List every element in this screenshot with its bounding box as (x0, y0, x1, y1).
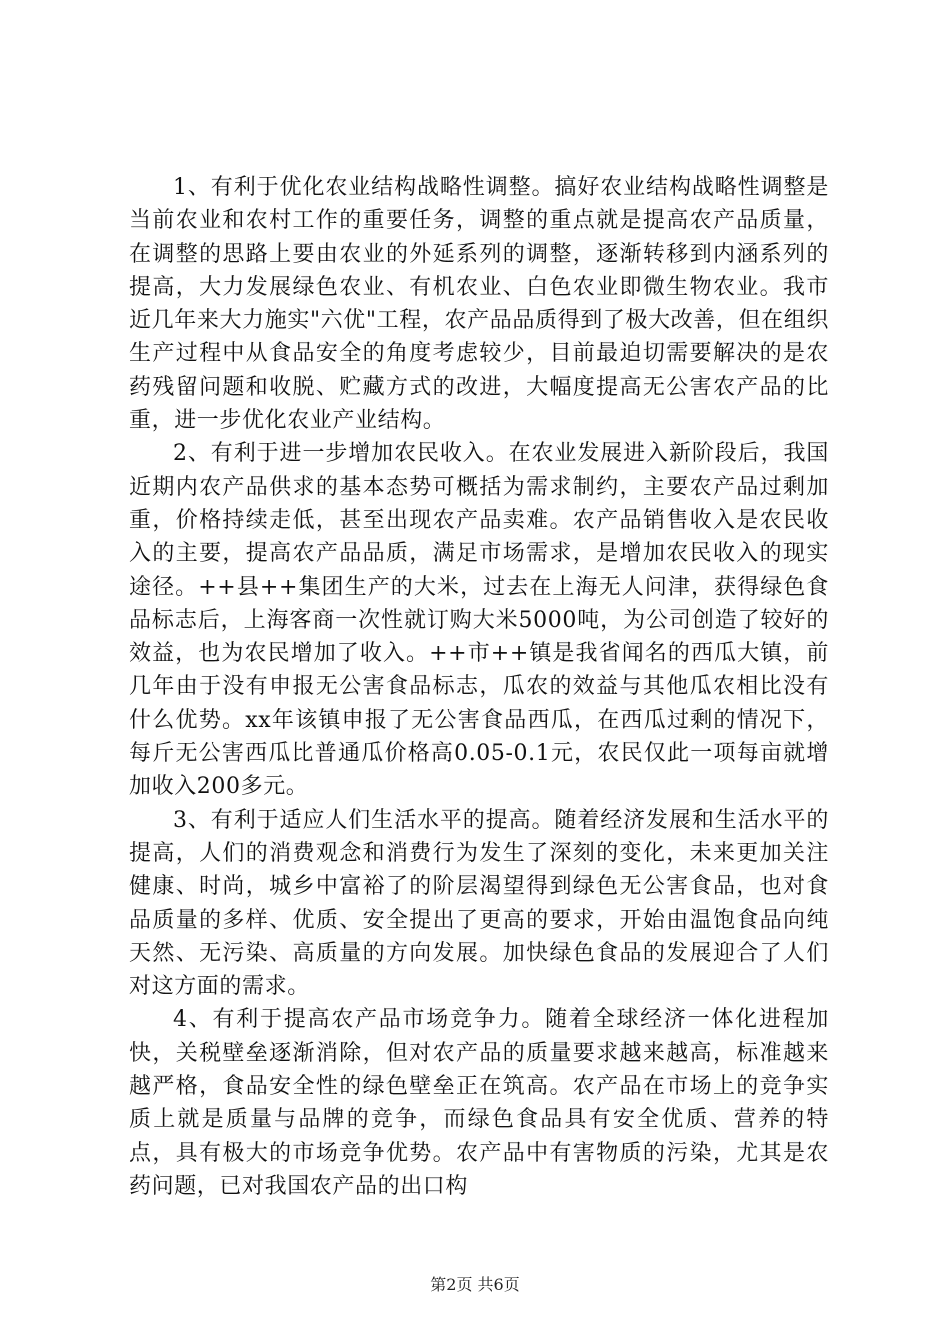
paragraph-2: 2、有利于进一步增加农民收入。在农业发展进入新阶段后，我国近期内农产品供求的基本态势可概括为需求制约，主要农产品过剩加重，价格持续走低，甚至出现农产品卖难。农产品销售收入是农民收入的主要，提高农产品品质，满足市场需求，是增加农民收入的现实途径。++县++集团生产的大米，过去在上海无人问津，获得绿色食品标志后，上海客商一次性就订购大米5000吨，为公司创造了较好的效益，也为农民增加了收入。++市++镇是我省闻名的西瓜大镇，前几年由于没有申报无公害食品标志，瓜农的效益与其他瓜农相比没有什么优势。xx年该镇申报了无公害食品西瓜，在西瓜过剩的情况下，每斤无公害西瓜比普通瓜价格高0.05-0.1元，农民仅此一项每亩就增加收入200多元。 (129, 441, 829, 800)
document-body (129, 171, 829, 1203)
page-number-footer: 第2页 共6页 (430, 1275, 520, 1294)
paragraph-4: 4、有利于提高农产品市场竞争力。随着全球经济一体化进程加快，关税壁垒逐渐消除，但对农产品的质量要求越来越高，标准越来越严格，食品安全性的绿色壁垒正在筑高。农产品在市场上的竞争实质上就是质量与品牌的竞争，而绿色食品具有安全优质、营养的特点，具有极大的市场竞争优势。农产品中有害物质的污染，尤其是农药问题，已对我国农产品的出口构 (129, 1007, 829, 1199)
paragraph-3: 3、有利于适应人们生活水平的提高。随着经济发展和生活水平的提高，人们的消费观念和消费行为发生了深刻的变化，未来更加关注健康、时尚，城乡中富裕了的阶层渴望得到绿色无公害食品，也对食品质量的多样、优质、安全提出了更高的要求，开始由温饱食品向纯天然、无污染、高质量的方向发展。加快绿色食品的发展迎合了人们对这方面的需求。 (129, 807, 829, 1000)
paragraph-1: 1、有利于优化农业结构战略性调整。搞好农业结构战略性调整是当前农业和农村工作的重要任务，调整的重点就是提高农产品质量，在调整的思路上要由农业的外延系列的调整，逐渐转移到内涵系列的提高，大力发展绿色农业、有机农业、白色农业即微生物农业。我市近几年来大力施实"六优"工程，农产品品质得到了极大改善，但在组织生产过程中从食品安全的角度考虑较少，目前最迫切需要解决的是农药残留问题和收脱、贮藏方式的改进，大幅度提高无公害农产品的比重，进一步优化农业产业结构。 (129, 175, 829, 434)
